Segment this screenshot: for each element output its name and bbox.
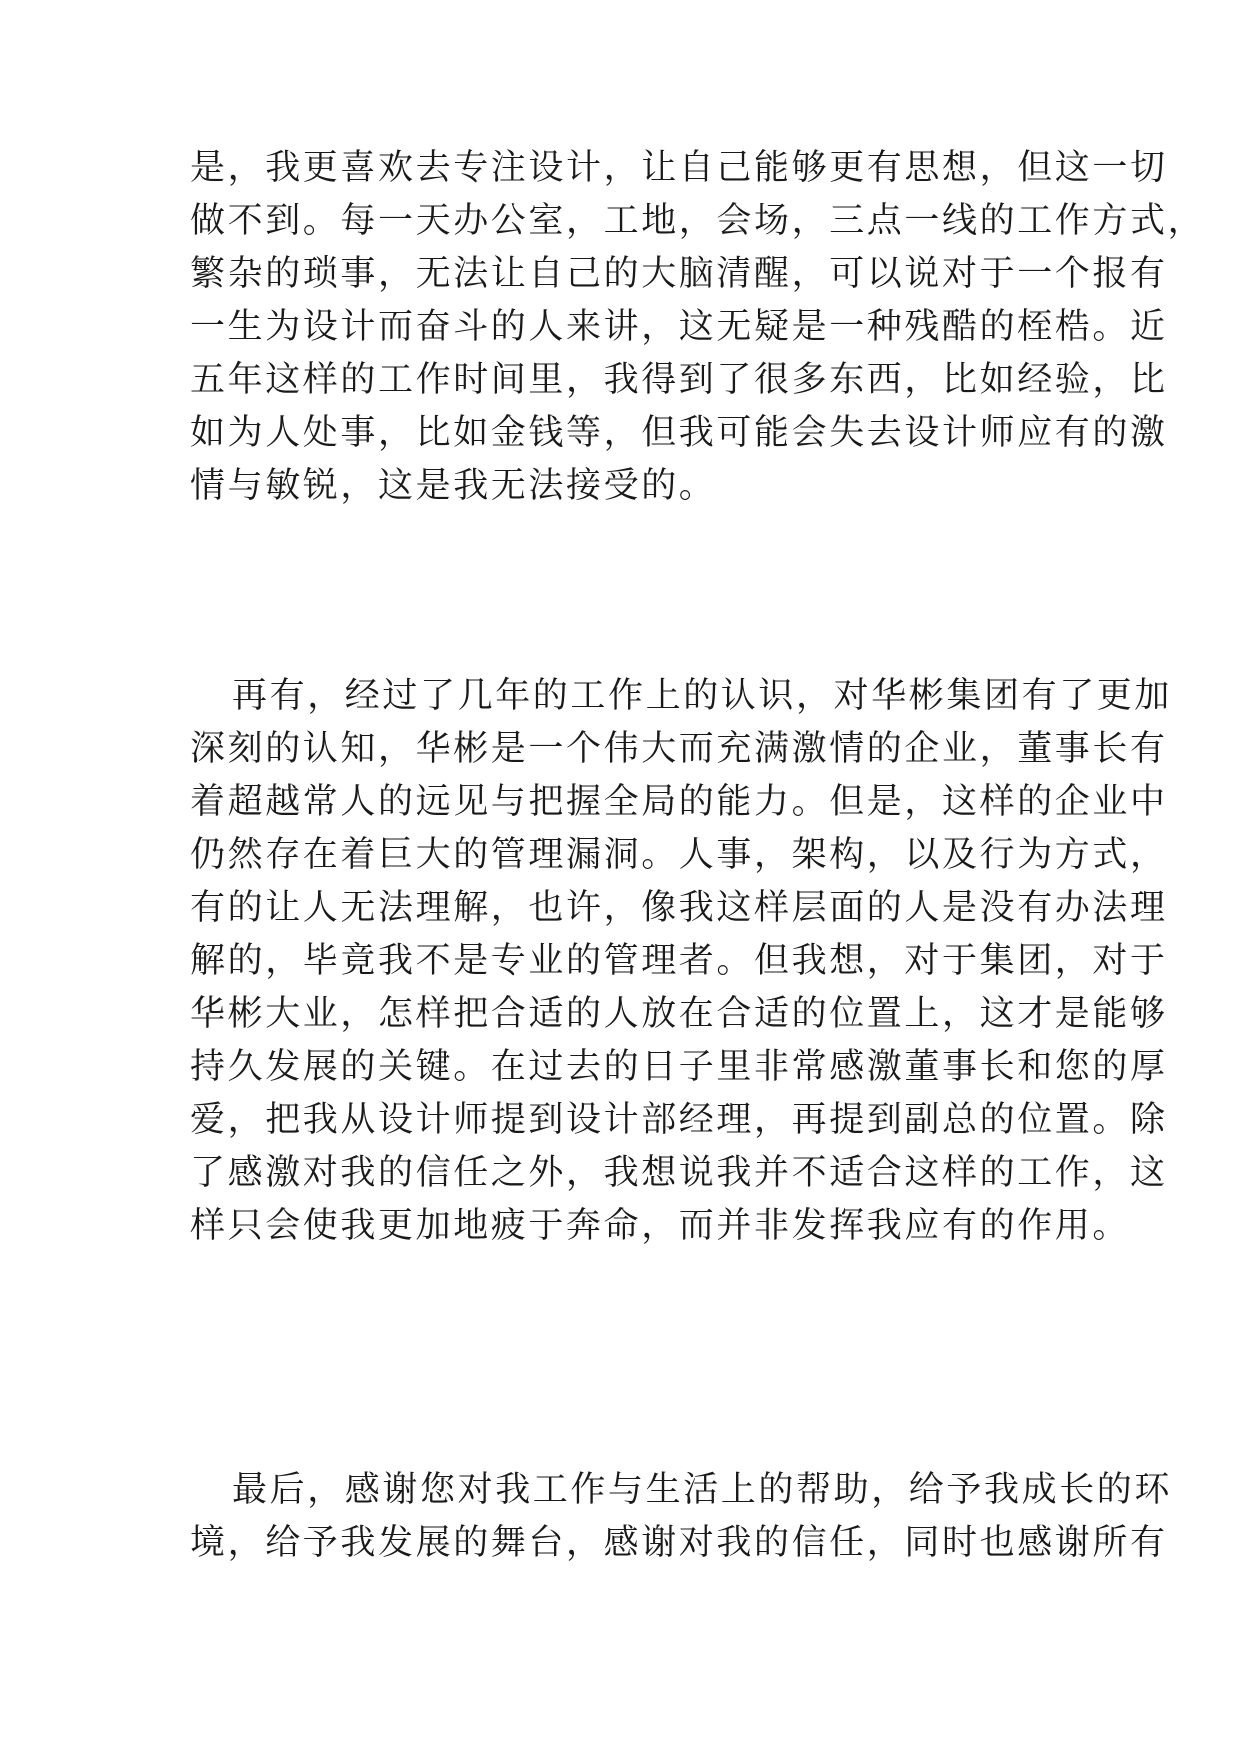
paragraph-line: 再有，经过了几年的工作上的认识，对华彬集团有了更加: [232, 676, 1173, 716]
paragraph-line: 了感激对我的信任之外，我想说我并不适合这样的工作，这: [190, 1153, 1168, 1193]
paragraph-line: 着超越常人的远见与把握全局的能力。但是，这样的企业中: [190, 782, 1168, 822]
paragraph-line: 境，给予我发展的舞台，感谢对我的信任，同时也感谢所有: [190, 1523, 1168, 1563]
paragraph-line: 如为人处事，比如金钱等，但我可能会失去设计师应有的激: [190, 413, 1168, 453]
paragraph-line: 繁杂的琐事，无法让自己的大脑清醒，可以说对于一个报有: [190, 254, 1168, 294]
paragraph-line: 解的，毕竟我不是专业的管理者。但我想，对于集团，对于: [190, 941, 1168, 981]
paragraph-line: 五年这样的工作时间里，我得到了很多东西，比如经验，比: [190, 360, 1168, 400]
paragraph-line: 情与敏锐，这是我无法接受的。: [190, 466, 717, 506]
paragraph-line: 样只会使我更加地疲于奔命，而并非发挥我应有的作用。: [190, 1206, 1131, 1246]
paragraph-line: 爱，把我从设计师提到设计部经理，再提到副总的位置。除: [190, 1100, 1168, 1140]
paragraph-line: 一生为设计而奋斗的人来讲，这无疑是一种残酷的桎梏。近: [190, 307, 1168, 347]
paragraph-line: 持久发展的关键。在过去的日子里非常感激董事长和您的厚: [190, 1047, 1168, 1087]
paragraph-line: 深刻的认知，华彬是一个伟大而充满激情的企业，董事长有: [190, 729, 1168, 769]
paragraph-line: 仍然存在着巨大的管理漏洞。人事，架构，以及行为方式，: [190, 835, 1168, 875]
paragraph-line: [190, 1255, 1070, 1303]
paragraph-line: 是，我更喜欢去专注设计，让自己能够更有思想，但这一切: [190, 148, 1168, 188]
paragraph-line: 做不到。每一天办公室，工地，会场，三点一线的工作方式，: [190, 201, 1206, 241]
paragraph-line: 华彬大业，怎样把合适的人放在合适的位置上，这才是能够: [190, 994, 1168, 1034]
paragraph-line: 有的让人无法理解，也许，像我这样层面的人是没有办法理: [190, 888, 1168, 928]
paragraph-line: 最后，感谢您对我工作与生活上的帮助，给予我成长的环: [232, 1470, 1173, 1510]
